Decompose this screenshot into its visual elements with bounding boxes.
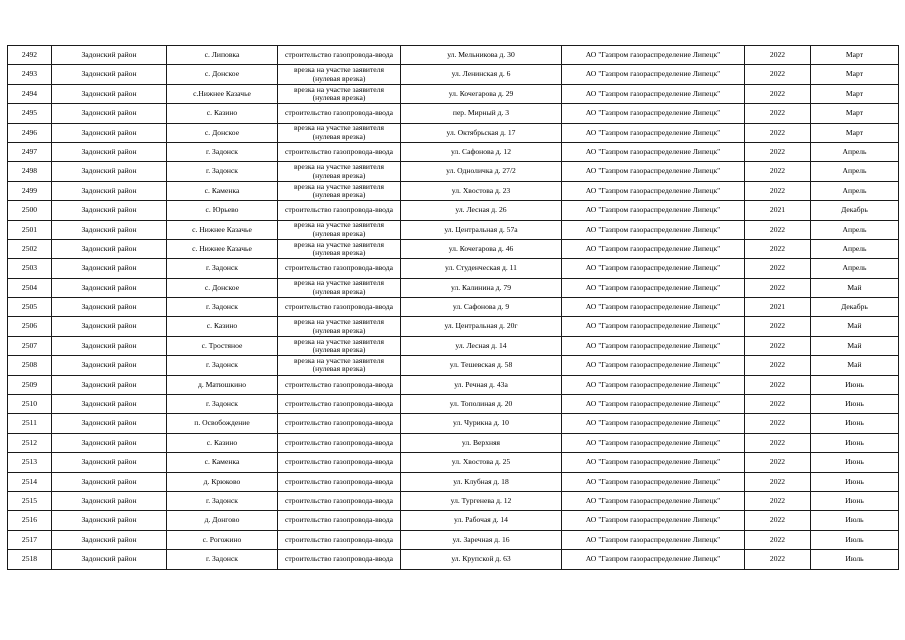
organization-cell: АО "Газпром газораспределение Липецк" — [562, 104, 745, 123]
locality-cell: д. Крюково — [167, 472, 278, 491]
month-cell: Апрель — [811, 162, 899, 181]
row-number-cell: 2518 — [8, 550, 52, 569]
district-cell: Задонский район — [52, 298, 167, 317]
address-cell: ул. Кочегарова д. 46 — [401, 239, 562, 258]
work-type-cell: строительство газопровода-ввода — [278, 395, 401, 414]
work-type-cell: врезка на участке заявителя (нулевая врезка) — [278, 278, 401, 297]
work-type-cell: строительство газопровода-ввода — [278, 472, 401, 491]
address-cell: ул. Тургенева д. 12 — [401, 491, 562, 510]
work-type-cell: врезка на участке заявителя (нулевая врезка) — [278, 84, 401, 103]
district-cell: Задонский район — [52, 356, 167, 375]
locality-cell: г. Задонск — [167, 550, 278, 569]
year-cell: 2022 — [745, 162, 811, 181]
district-cell: Задонский район — [52, 220, 167, 239]
work-type-cell: строительство газопровода-ввода — [278, 201, 401, 220]
address-cell: ул. Октябрьская д. 17 — [401, 123, 562, 142]
row-number-cell: 2501 — [8, 220, 52, 239]
row-number-cell: 2517 — [8, 530, 52, 549]
locality-cell: с. Каменка — [167, 453, 278, 472]
month-cell: Март — [811, 84, 899, 103]
locality-cell: д. Донгово — [167, 511, 278, 530]
district-cell: Задонский район — [52, 84, 167, 103]
year-cell: 2022 — [745, 84, 811, 103]
work-type-cell: строительство газопровода-ввода — [278, 104, 401, 123]
table-row — [8, 433, 899, 452]
year-cell: 2022 — [745, 530, 811, 549]
row-number-cell: 2504 — [8, 278, 52, 297]
month-cell: Июнь — [811, 375, 899, 394]
work-type-cell: врезка на участке заявителя (нулевая врезка) — [278, 336, 401, 355]
address-cell: ул. Хвостова д. 25 — [401, 453, 562, 472]
district-cell: Задонский район — [52, 395, 167, 414]
month-cell: Апрель — [811, 142, 899, 161]
month-cell: Июнь — [811, 453, 899, 472]
address-cell: ул. Тополиная д. 20 — [401, 395, 562, 414]
row-number-cell: 2511 — [8, 414, 52, 433]
work-type-cell: строительство газопровода-ввода — [278, 530, 401, 549]
address-cell: ул. Речная д. 43а — [401, 375, 562, 394]
locality-cell: с. Донское — [167, 123, 278, 142]
work-type-cell: строительство газопровода-ввода — [278, 491, 401, 510]
month-cell: Март — [811, 104, 899, 123]
address-cell: ул. Лесная д. 26 — [401, 201, 562, 220]
locality-cell: г. Задонск — [167, 356, 278, 375]
month-cell: Июнь — [811, 472, 899, 491]
year-cell: 2021 — [745, 201, 811, 220]
address-cell: ул. Центральная д. 57а — [401, 220, 562, 239]
month-cell: Март — [811, 123, 899, 142]
district-cell: Задонский район — [52, 123, 167, 142]
table-row — [8, 162, 899, 181]
month-cell: Декабрь — [811, 298, 899, 317]
address-cell: ул. Центральная д. 20г — [401, 317, 562, 336]
table-row — [8, 239, 899, 258]
table-row — [8, 201, 899, 220]
year-cell: 2022 — [745, 375, 811, 394]
row-number-cell: 2492 — [8, 46, 52, 65]
organization-cell: АО "Газпром газораспределение Липецк" — [562, 298, 745, 317]
organization-cell: АО "Газпром газораспределение Липецк" — [562, 220, 745, 239]
organization-cell: АО "Газпром газораспределение Липецк" — [562, 46, 745, 65]
locality-cell: с. Тростяное — [167, 336, 278, 355]
row-number-cell: 2509 — [8, 375, 52, 394]
organization-cell: АО "Газпром газораспределение Липецк" — [562, 201, 745, 220]
district-cell: Задонский район — [52, 433, 167, 452]
district-cell: Задонский район — [52, 239, 167, 258]
organization-cell: АО "Газпром газораспределение Липецк" — [562, 259, 745, 278]
locality-cell: с. Каменка — [167, 181, 278, 200]
locality-cell: с. Нижнее Казачье — [167, 220, 278, 239]
table-row — [8, 65, 899, 84]
table-row — [8, 491, 899, 510]
address-cell: пер. Мирный д. 3 — [401, 104, 562, 123]
locality-cell: г. Задонск — [167, 298, 278, 317]
month-cell: Июнь — [811, 414, 899, 433]
year-cell: 2022 — [745, 356, 811, 375]
row-number-cell: 2493 — [8, 65, 52, 84]
work-type-cell: строительство газопровода-ввода — [278, 511, 401, 530]
locality-cell: с. Юрьево — [167, 201, 278, 220]
district-cell: Задонский район — [52, 375, 167, 394]
year-cell: 2022 — [745, 550, 811, 569]
table-row — [8, 375, 899, 394]
organization-cell: АО "Газпром газораспределение Липецк" — [562, 278, 745, 297]
organization-cell: АО "Газпром газораспределение Липецк" — [562, 239, 745, 258]
month-cell: Март — [811, 65, 899, 84]
year-cell: 2022 — [745, 239, 811, 258]
locality-cell: с.Нижнее Казачье — [167, 84, 278, 103]
work-type-cell: врезка на участке заявителя (нулевая врезка) — [278, 220, 401, 239]
month-cell: Июль — [811, 530, 899, 549]
work-type-cell: строительство газопровода-ввода — [278, 550, 401, 569]
year-cell: 2022 — [745, 491, 811, 510]
table-row — [8, 530, 899, 549]
organization-cell: АО "Газпром газораспределение Липецк" — [562, 433, 745, 452]
row-number-cell: 2508 — [8, 356, 52, 375]
row-number-cell: 2498 — [8, 162, 52, 181]
work-type-cell: врезка на участке заявителя (нулевая врезка) — [278, 356, 401, 375]
month-cell: Апрель — [811, 239, 899, 258]
address-cell: ул. Клубная д. 18 — [401, 472, 562, 491]
work-type-cell: строительство газопровода-ввода — [278, 298, 401, 317]
year-cell: 2022 — [745, 220, 811, 239]
organization-cell: АО "Газпром газораспределение Липецк" — [562, 84, 745, 103]
address-cell: ул. Хвостова д. 23 — [401, 181, 562, 200]
address-cell: ул. Заречная д. 16 — [401, 530, 562, 549]
row-number-cell: 2513 — [8, 453, 52, 472]
table-row — [8, 298, 899, 317]
district-cell: Задонский район — [52, 453, 167, 472]
address-cell: ул. Кочегарова д. 29 — [401, 84, 562, 103]
row-number-cell: 2494 — [8, 84, 52, 103]
table-row — [8, 453, 899, 472]
table-row — [8, 46, 899, 65]
table-row — [8, 317, 899, 336]
locality-cell: с. Донское — [167, 65, 278, 84]
month-cell: Июнь — [811, 395, 899, 414]
district-cell: Задонский район — [52, 472, 167, 491]
month-cell: Июль — [811, 550, 899, 569]
row-number-cell: 2510 — [8, 395, 52, 414]
district-cell: Задонский район — [52, 511, 167, 530]
year-cell: 2022 — [745, 395, 811, 414]
month-cell: Март — [811, 46, 899, 65]
organization-cell: АО "Газпром газораспределение Липецк" — [562, 162, 745, 181]
table-row — [8, 550, 899, 569]
district-cell: Задонский район — [52, 162, 167, 181]
year-cell: 2022 — [745, 104, 811, 123]
address-cell: ул. Крупской д. 63 — [401, 550, 562, 569]
table-row — [8, 123, 899, 142]
district-cell: Задонский район — [52, 142, 167, 161]
month-cell: Май — [811, 336, 899, 355]
organization-cell: АО "Газпром газораспределение Липецк" — [562, 491, 745, 510]
organization-cell: АО "Газпром газораспределение Липецк" — [562, 123, 745, 142]
district-cell: Задонский район — [52, 65, 167, 84]
district-cell: Задонский район — [52, 259, 167, 278]
locality-cell: п. Освобождение — [167, 414, 278, 433]
organization-cell: АО "Газпром газораспределение Липецк" — [562, 414, 745, 433]
work-type-cell: врезка на участке заявителя (нулевая врезка) — [278, 123, 401, 142]
work-type-cell: строительство газопровода-ввода — [278, 142, 401, 161]
address-cell: ул. Рабочая д. 14 — [401, 511, 562, 530]
year-cell: 2022 — [745, 259, 811, 278]
organization-cell: АО "Газпром газораспределение Липецк" — [562, 550, 745, 569]
month-cell: Июнь — [811, 433, 899, 452]
district-cell: Задонский район — [52, 278, 167, 297]
district-cell: Задонский район — [52, 201, 167, 220]
locality-cell: с. Казино — [167, 104, 278, 123]
work-type-cell: строительство газопровода-ввода — [278, 46, 401, 65]
year-cell: 2022 — [745, 414, 811, 433]
organization-cell: АО "Газпром газораспределение Липецк" — [562, 453, 745, 472]
address-cell: ул. Студенческая д. 11 — [401, 259, 562, 278]
year-cell: 2022 — [745, 453, 811, 472]
month-cell: Апрель — [811, 220, 899, 239]
month-cell: Апрель — [811, 259, 899, 278]
locality-cell: с. Казино — [167, 433, 278, 452]
locality-cell: г. Задонск — [167, 395, 278, 414]
address-cell: ул. Калинина д. 79 — [401, 278, 562, 297]
row-number-cell: 2512 — [8, 433, 52, 452]
month-cell: Май — [811, 278, 899, 297]
address-cell: ул. Ленинская д. 6 — [401, 65, 562, 84]
address-cell: ул. Верхняя — [401, 433, 562, 452]
table-row — [8, 278, 899, 297]
locality-cell: с. Липовка — [167, 46, 278, 65]
table-row — [8, 414, 899, 433]
address-cell: ул. Сафонова д. 9 — [401, 298, 562, 317]
locality-cell: г. Задонск — [167, 142, 278, 161]
organization-cell: АО "Газпром газораспределение Липецк" — [562, 511, 745, 530]
row-number-cell: 2505 — [8, 298, 52, 317]
month-cell: Июнь — [811, 491, 899, 510]
district-cell: Задонский район — [52, 104, 167, 123]
table-row — [8, 142, 899, 161]
month-cell: Апрель — [811, 181, 899, 200]
year-cell: 2022 — [745, 472, 811, 491]
work-type-cell: строительство газопровода-ввода — [278, 414, 401, 433]
address-cell: ул. Чурикна д. 10 — [401, 414, 562, 433]
organization-cell: АО "Газпром газораспределение Липецк" — [562, 356, 745, 375]
address-cell: ул. Сафонова д. 12 — [401, 142, 562, 161]
row-number-cell: 2497 — [8, 142, 52, 161]
table-row — [8, 336, 899, 355]
year-cell: 2022 — [745, 317, 811, 336]
gas-connection-table — [7, 45, 899, 570]
district-cell: Задонский район — [52, 491, 167, 510]
row-number-cell: 2516 — [8, 511, 52, 530]
organization-cell: АО "Газпром газораспределение Липецк" — [562, 181, 745, 200]
table-row — [8, 104, 899, 123]
row-number-cell: 2506 — [8, 317, 52, 336]
locality-cell: с. Рогожино — [167, 530, 278, 549]
month-cell: Декабрь — [811, 201, 899, 220]
organization-cell: АО "Газпром газораспределение Липецк" — [562, 472, 745, 491]
year-cell: 2022 — [745, 278, 811, 297]
row-number-cell: 2495 — [8, 104, 52, 123]
table-row — [8, 220, 899, 239]
work-type-cell: врезка на участке заявителя (нулевая врезка) — [278, 65, 401, 84]
address-cell: ул. Одноличка д. 27/2 — [401, 162, 562, 181]
table-row — [8, 356, 899, 375]
district-cell: Задонский район — [52, 414, 167, 433]
work-type-cell: врезка на участке заявителя (нулевая врезка) — [278, 181, 401, 200]
row-number-cell: 2507 — [8, 336, 52, 355]
organization-cell: АО "Газпром газораспределение Липецк" — [562, 530, 745, 549]
row-number-cell: 2496 — [8, 123, 52, 142]
row-number-cell: 2500 — [8, 201, 52, 220]
address-cell: ул. Лесная д. 14 — [401, 336, 562, 355]
year-cell: 2021 — [745, 298, 811, 317]
district-cell: Задонский район — [52, 336, 167, 355]
work-type-cell: строительство газопровода-ввода — [278, 453, 401, 472]
table-row — [8, 511, 899, 530]
locality-cell: д. Матюшкино — [167, 375, 278, 394]
row-number-cell: 2514 — [8, 472, 52, 491]
work-type-cell: врезка на участке заявителя (нулевая врезка) — [278, 239, 401, 258]
organization-cell: АО "Газпром газораспределение Липецк" — [562, 317, 745, 336]
row-number-cell: 2503 — [8, 259, 52, 278]
organization-cell: АО "Газпром газораспределение Липецк" — [562, 375, 745, 394]
district-cell: Задонский район — [52, 530, 167, 549]
row-number-cell: 2515 — [8, 491, 52, 510]
table-row — [8, 472, 899, 491]
address-cell: ул. Мельникова д. 30 — [401, 46, 562, 65]
address-cell: ул. Тешевская д. 58 — [401, 356, 562, 375]
locality-cell: с. Казино — [167, 317, 278, 336]
locality-cell: с. Нижнее Казачье — [167, 239, 278, 258]
locality-cell: г. Задонск — [167, 491, 278, 510]
organization-cell: АО "Газпром газораспределение Липецк" — [562, 142, 745, 161]
year-cell: 2022 — [745, 142, 811, 161]
district-cell: Задонский район — [52, 550, 167, 569]
district-cell: Задонский район — [52, 181, 167, 200]
table-body — [8, 46, 899, 570]
work-type-cell: строительство газопровода-ввода — [278, 259, 401, 278]
row-number-cell: 2502 — [8, 239, 52, 258]
locality-cell: г. Задонск — [167, 259, 278, 278]
table-row — [8, 395, 899, 414]
work-type-cell: врезка на участке заявителя (нулевая врезка) — [278, 317, 401, 336]
work-type-cell: врезка на участке заявителя (нулевая врезка) — [278, 162, 401, 181]
district-cell: Задонский район — [52, 317, 167, 336]
locality-cell: с. Донское — [167, 278, 278, 297]
year-cell: 2022 — [745, 65, 811, 84]
year-cell: 2022 — [745, 433, 811, 452]
organization-cell: АО "Газпром газораспределение Липецк" — [562, 336, 745, 355]
locality-cell: г. Задонск — [167, 162, 278, 181]
work-type-cell: строительство газопровода-ввода — [278, 375, 401, 394]
work-type-cell: строительство газопровода-ввода — [278, 433, 401, 452]
month-cell: Май — [811, 356, 899, 375]
district-cell: Задонский район — [52, 46, 167, 65]
year-cell: 2022 — [745, 336, 811, 355]
month-cell: Май — [811, 317, 899, 336]
year-cell: 2022 — [745, 181, 811, 200]
organization-cell: АО "Газпром газораспределение Липецк" — [562, 65, 745, 84]
table-row — [8, 259, 899, 278]
year-cell: 2022 — [745, 46, 811, 65]
row-number-cell: 2499 — [8, 181, 52, 200]
month-cell: Июль — [811, 511, 899, 530]
organization-cell: АО "Газпром газораспределение Липецк" — [562, 395, 745, 414]
year-cell: 2022 — [745, 511, 811, 530]
year-cell: 2022 — [745, 123, 811, 142]
table-row — [8, 84, 899, 103]
table-row — [8, 181, 899, 200]
